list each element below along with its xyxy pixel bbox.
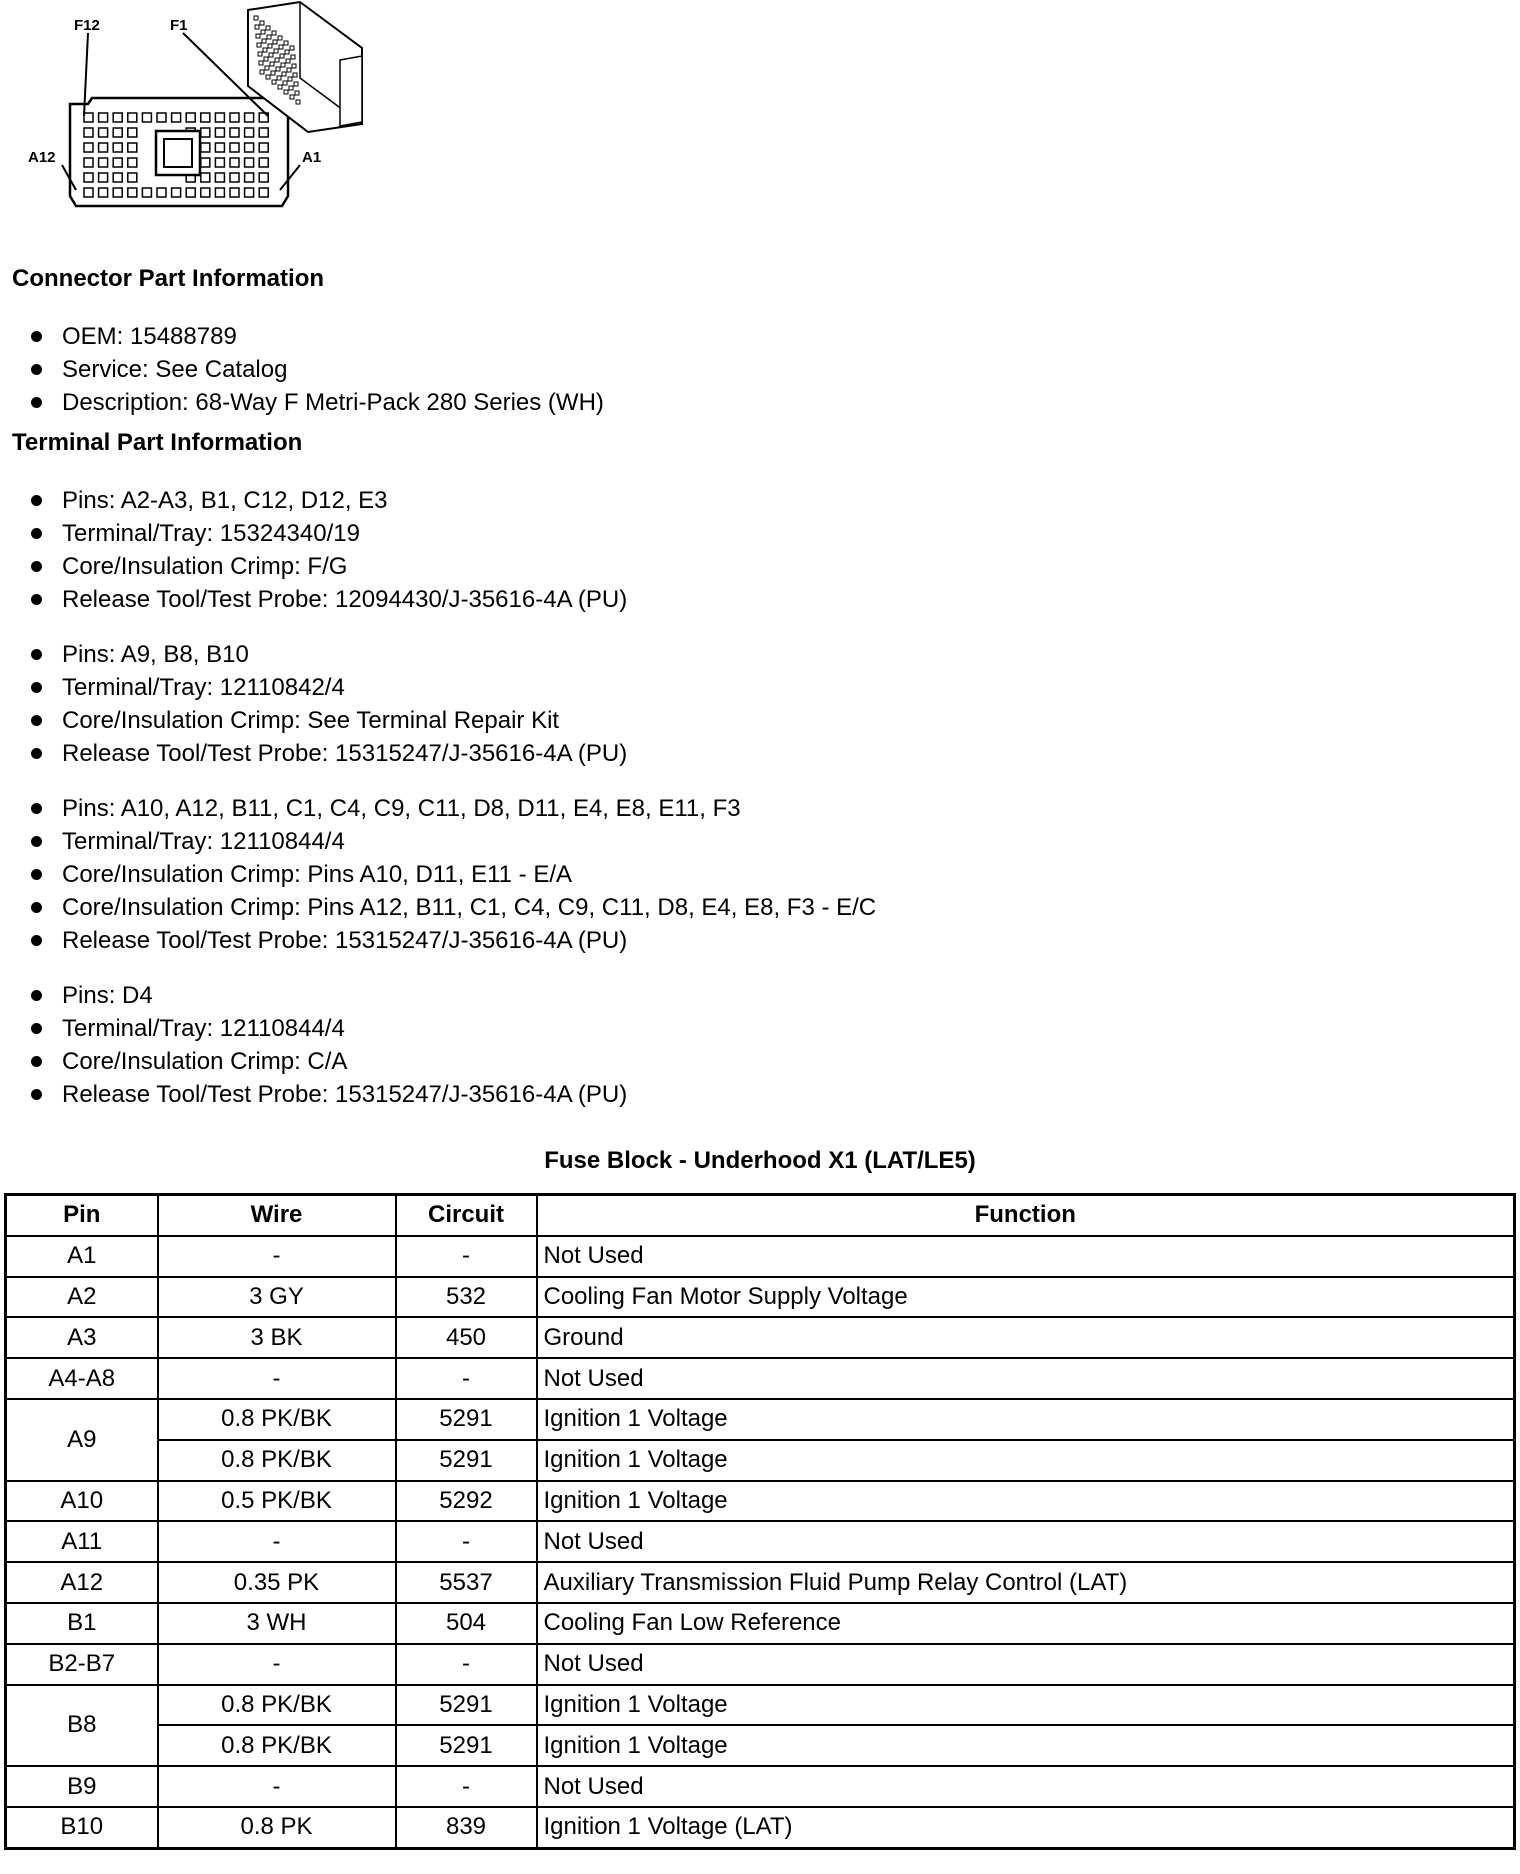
- iso-cavity: [296, 100, 300, 104]
- iso-cavity: [260, 70, 264, 74]
- cell-circuit: 532: [396, 1277, 537, 1318]
- list-item: Release Tool/Test Probe: 15315247/J-35616-4A (PU): [0, 737, 627, 770]
- pin-cavity: [172, 188, 181, 197]
- table-row: [6, 1644, 1515, 1685]
- pin-cavity: [245, 113, 254, 122]
- pin-cavity: [245, 143, 254, 152]
- pin-cavity: [245, 188, 254, 197]
- table-row: [6, 1236, 1515, 1277]
- iso-cavity: [270, 62, 274, 66]
- iso-cavity: [278, 85, 282, 89]
- cell-pin: A4-A8: [6, 1358, 158, 1399]
- iso-cavity: [275, 58, 279, 62]
- cell-wire: 0.8 PK/BK: [158, 1399, 396, 1440]
- cell-wire: 0.5 PK/BK: [158, 1481, 396, 1522]
- cell-function: Ground: [537, 1317, 1515, 1358]
- iso-cavity: [274, 49, 278, 53]
- pin-cavity: [99, 113, 108, 122]
- cell-pin: A12: [6, 1562, 158, 1603]
- cell-function: Auxiliary Transmission Fluid Pump Relay Control (LAT): [537, 1562, 1515, 1603]
- cell-pin: A11: [6, 1521, 158, 1562]
- iso-cavity: [264, 57, 268, 61]
- pin-cavity: [128, 188, 137, 197]
- iso-cavity: [265, 66, 269, 70]
- pin-cavity: [215, 113, 224, 122]
- pin-cavity: [84, 188, 93, 197]
- cell-circuit: 5291: [396, 1725, 537, 1766]
- pin-cavity: [113, 173, 122, 182]
- pin-cavity: [128, 113, 137, 122]
- pin-cavity: [157, 113, 166, 122]
- iso-cavity: [284, 90, 288, 94]
- cell-wire: 0.8 PK: [158, 1807, 396, 1848]
- iso-cavity: [273, 40, 277, 44]
- cell-circuit: 839: [396, 1807, 537, 1848]
- iso-cavity: [286, 59, 290, 63]
- pin-cavity: [113, 143, 122, 152]
- label-a12: A12: [28, 149, 56, 166]
- pin-cavity: [215, 128, 224, 137]
- iso-cavity: [280, 54, 284, 58]
- list-item: Terminal/Tray: 12110844/4: [0, 1012, 627, 1045]
- iso-cavity: [257, 43, 261, 47]
- cell-wire: 0.35 PK: [158, 1562, 396, 1603]
- iso-cavity: [271, 71, 275, 75]
- pin-cavity: [245, 173, 254, 182]
- list-item: Core/Insulation Crimp: F/G: [0, 550, 627, 583]
- table-row: [6, 1317, 1515, 1358]
- cell-function: Cooling Fan Motor Supply Voltage: [537, 1277, 1515, 1318]
- pin-cavity: [201, 128, 210, 137]
- terminal-group-3: [0, 792, 876, 957]
- terminal-group-1: [0, 484, 627, 616]
- pin-cavity: [215, 173, 224, 182]
- cell-pin: A9: [6, 1399, 158, 1481]
- pin-cavity: [84, 113, 93, 122]
- pin-cavity: [84, 128, 93, 137]
- pin-cavity: [259, 158, 268, 167]
- pin-cavity: [84, 143, 93, 152]
- cell-circuit: 5291: [396, 1399, 537, 1440]
- center-bolt-hole: [164, 139, 192, 167]
- pin-cavity: [128, 173, 137, 182]
- pin-cavity: [142, 113, 151, 122]
- iso-cavity: [267, 35, 271, 39]
- label-f12: F12: [74, 17, 100, 34]
- table-row: [6, 1807, 1515, 1848]
- cell-wire: -: [158, 1644, 396, 1685]
- pin-cavity: [113, 188, 122, 197]
- cell-pin: A2: [6, 1277, 158, 1318]
- cell-function: Ignition 1 Voltage: [537, 1481, 1515, 1522]
- cell-function: Ignition 1 Voltage (LAT): [537, 1807, 1515, 1848]
- iso-cavity: [290, 95, 294, 99]
- pin-cavity: [230, 113, 239, 122]
- table-row: [6, 1399, 1515, 1440]
- iso-cavity: [288, 77, 292, 81]
- iso-cavity: [260, 21, 264, 25]
- iso-cavity: [293, 73, 297, 77]
- pin-cavity: [230, 173, 239, 182]
- iso-cavity: [268, 44, 272, 48]
- table-row: [6, 1725, 1515, 1766]
- pin-cavity: [201, 113, 210, 122]
- iso-cavity: [295, 91, 299, 95]
- cell-pin: A1: [6, 1236, 158, 1277]
- cell-function: Not Used: [537, 1236, 1515, 1277]
- pin-cavity: [142, 188, 151, 197]
- pin-cavity: [230, 143, 239, 152]
- iso-cavity: [266, 26, 270, 30]
- iso-cavity: [259, 61, 263, 65]
- terminal-group-2: [0, 638, 627, 770]
- cell-pin: A3: [6, 1317, 158, 1358]
- pinout-table: [4, 1193, 1516, 1850]
- cell-wire: 0.8 PK/BK: [158, 1725, 396, 1766]
- pin-cavity: [259, 188, 268, 197]
- cell-function: Ignition 1 Voltage: [537, 1440, 1515, 1481]
- pin-cavity: [259, 143, 268, 152]
- connector-part-list: [0, 320, 604, 419]
- iso-cavity: [277, 76, 281, 80]
- pin-cavity: [201, 188, 210, 197]
- list-item: Service: See Catalog: [0, 353, 604, 386]
- iso-cavity: [269, 53, 273, 57]
- pin-cavity: [128, 158, 137, 167]
- connector-part-heading: Connector Part Information: [12, 265, 325, 292]
- cell-pin: B9: [6, 1766, 158, 1807]
- cell-circuit: 450: [396, 1317, 537, 1358]
- table-header-row: [6, 1195, 1515, 1236]
- pin-cavity: [84, 173, 93, 182]
- pin-cavity: [259, 173, 268, 182]
- pin-cavity: [113, 158, 122, 167]
- cell-wire: 3 BK: [158, 1317, 396, 1358]
- cell-wire: 3 GY: [158, 1277, 396, 1318]
- cell-circuit: 5537: [396, 1562, 537, 1603]
- pin-cavity: [215, 143, 224, 152]
- iso-cavity: [272, 31, 276, 35]
- cell-circuit: -: [396, 1236, 537, 1277]
- table-row: [6, 1562, 1515, 1603]
- list-item: Terminal/Tray: 15324340/19: [0, 517, 627, 550]
- table-row: [6, 1358, 1515, 1399]
- table-row: [6, 1440, 1515, 1481]
- iso-cavity: [291, 55, 295, 59]
- cell-function: Not Used: [537, 1644, 1515, 1685]
- table-row: [6, 1685, 1515, 1726]
- cell-circuit: -: [396, 1644, 537, 1685]
- table-row: [6, 1603, 1515, 1644]
- iso-cavity: [279, 45, 283, 49]
- pin-cavity: [201, 143, 210, 152]
- cell-pin: B8: [6, 1685, 158, 1767]
- terminal-group-4: [0, 979, 627, 1111]
- cell-function: Ignition 1 Voltage: [537, 1399, 1515, 1440]
- pin-cavity: [186, 188, 195, 197]
- label-a1: A1: [302, 149, 322, 166]
- pin-cavity: [201, 173, 210, 182]
- iso-cavity: [289, 86, 293, 90]
- cell-circuit: 5292: [396, 1481, 537, 1522]
- iso-cavity: [255, 25, 259, 29]
- terminal-part-heading: Terminal Part Information: [12, 429, 303, 456]
- iso-cavity: [256, 34, 260, 38]
- cell-wire: 3 WH: [158, 1603, 396, 1644]
- table-row: [6, 1481, 1515, 1522]
- connector-latch: [340, 56, 362, 126]
- list-item: Description: 68-Way F Metri-Pack 280 Series (WH): [0, 386, 604, 419]
- cell-wire: -: [158, 1521, 396, 1562]
- pin-cavity: [201, 158, 210, 167]
- pin-cavity: [215, 158, 224, 167]
- pin-cavity: [157, 188, 166, 197]
- list-item: Core/Insulation Crimp: C/A: [0, 1045, 627, 1078]
- cell-function: Not Used: [537, 1521, 1515, 1562]
- pin-cavity: [259, 128, 268, 137]
- header-function: Function: [537, 1195, 1515, 1236]
- cell-pin: B2-B7: [6, 1644, 158, 1685]
- connector-diagram: [0, 0, 420, 225]
- pin-cavity: [230, 158, 239, 167]
- iso-cavity: [278, 36, 282, 40]
- cell-function: Not Used: [537, 1766, 1515, 1807]
- pin-cavity: [215, 188, 224, 197]
- list-item: Terminal/Tray: 12110842/4: [0, 671, 627, 704]
- pin-cavity: [172, 113, 181, 122]
- pin-cavity: [230, 128, 239, 137]
- pin-cavity: [99, 128, 108, 137]
- cell-circuit: 5291: [396, 1685, 537, 1726]
- pin-cavity: [99, 173, 108, 182]
- list-item: Terminal/Tray: 12110844/4: [0, 825, 876, 858]
- iso-cavity: [292, 64, 296, 68]
- pin-cavity: [230, 188, 239, 197]
- cell-circuit: -: [396, 1766, 537, 1807]
- list-item: Release Tool/Test Probe: 15315247/J-35616-4A (PU): [0, 924, 876, 957]
- list-item: Core/Insulation Crimp: Pins A10, D11, E11 - E/A: [0, 858, 876, 891]
- pin-cavity: [128, 143, 137, 152]
- iso-cavity: [272, 80, 276, 84]
- list-item: Pins: A9, B8, B10: [0, 638, 627, 671]
- list-item: Pins: A2-A3, B1, C12, D12, E3: [0, 484, 627, 517]
- iso-cavity: [266, 75, 270, 79]
- iso-cavity: [254, 16, 258, 20]
- cell-wire: -: [158, 1358, 396, 1399]
- iso-cavity: [263, 48, 267, 52]
- iso-cavity: [284, 41, 288, 45]
- cell-wire: -: [158, 1236, 396, 1277]
- iso-cavity: [287, 68, 291, 72]
- cell-circuit: 504: [396, 1603, 537, 1644]
- pin-cavity: [99, 143, 108, 152]
- cell-circuit: -: [396, 1358, 537, 1399]
- pin-cavity: [113, 113, 122, 122]
- iso-cavity: [276, 67, 280, 71]
- list-item: Pins: A10, A12, B11, C1, C4, C9, C11, D8, D11, E4, E8, E11, F3: [0, 792, 876, 825]
- pin-cavity: [99, 158, 108, 167]
- iso-cavity: [261, 30, 265, 34]
- table-row: [6, 1521, 1515, 1562]
- list-item: Pins: D4: [0, 979, 627, 1012]
- iso-cavity: [290, 46, 294, 50]
- label-f1: F1: [170, 17, 188, 34]
- cell-wire: -: [158, 1766, 396, 1807]
- cell-function: Ignition 1 Voltage: [537, 1725, 1515, 1766]
- cell-function: Cooling Fan Low Reference: [537, 1603, 1515, 1644]
- list-item: Release Tool/Test Probe: 12094430/J-35616-4A (PU): [0, 583, 627, 616]
- list-item: Core/Insulation Crimp: Pins A12, B11, C1, C4, C9, C11, D8, E4, E8, F3 - E/C: [0, 891, 876, 924]
- header-circuit: Circuit: [396, 1195, 537, 1236]
- cell-pin: A10: [6, 1481, 158, 1522]
- cell-pin: B1: [6, 1603, 158, 1644]
- table-title: Fuse Block - Underhood X1 (LAT/LE5): [544, 1147, 976, 1174]
- cell-function: Not Used: [537, 1358, 1515, 1399]
- iso-cavity: [285, 50, 289, 54]
- header-wire: Wire: [158, 1195, 396, 1236]
- pin-cavity: [128, 128, 137, 137]
- cell-pin: B10: [6, 1807, 158, 1848]
- cell-wire: 0.8 PK/BK: [158, 1685, 396, 1726]
- list-item: Release Tool/Test Probe: 15315247/J-35616-4A (PU): [0, 1078, 627, 1111]
- list-item: OEM: 15488789: [0, 320, 604, 353]
- cell-circuit: 5291: [396, 1440, 537, 1481]
- table-row: [6, 1277, 1515, 1318]
- pin-cavity: [186, 113, 195, 122]
- header-pin: Pin: [6, 1195, 158, 1236]
- cell-wire: 0.8 PK/BK: [158, 1440, 396, 1481]
- list-item: Core/Insulation Crimp: See Terminal Repair Kit: [0, 704, 627, 737]
- pin-cavity: [245, 128, 254, 137]
- iso-cavity: [262, 39, 266, 43]
- pin-cavity: [245, 158, 254, 167]
- pin-cavity: [99, 188, 108, 197]
- iso-cavity: [283, 81, 287, 85]
- iso-cavity: [258, 52, 262, 56]
- pin-cavity: [113, 128, 122, 137]
- cell-function: Ignition 1 Voltage: [537, 1685, 1515, 1726]
- connector-face: [70, 98, 288, 206]
- pin-cavity: [84, 158, 93, 167]
- iso-cavity: [294, 82, 298, 86]
- cell-circuit: -: [396, 1521, 537, 1562]
- table-row: [6, 1766, 1515, 1807]
- iso-cavity: [282, 72, 286, 76]
- iso-cavity: [281, 63, 285, 67]
